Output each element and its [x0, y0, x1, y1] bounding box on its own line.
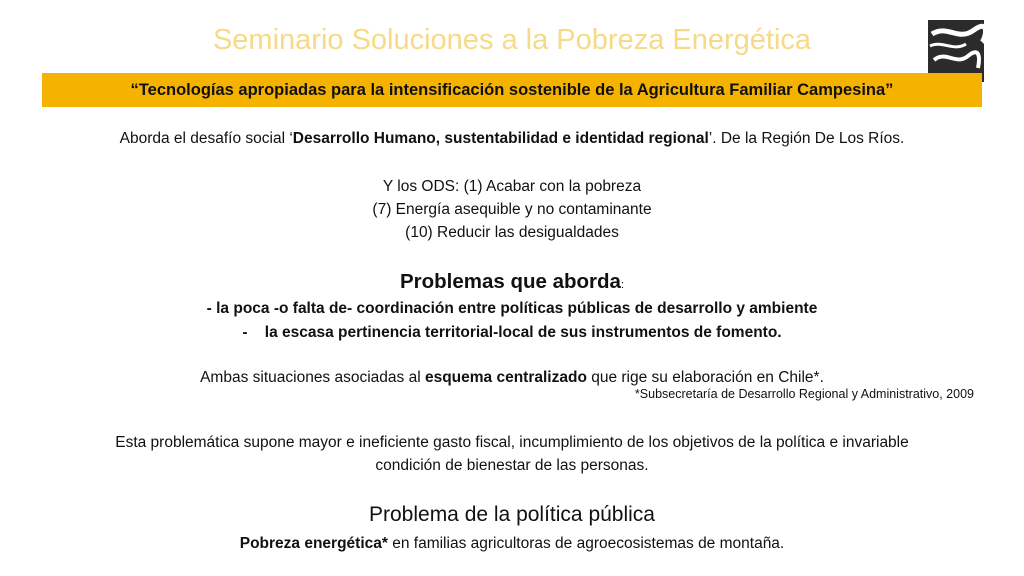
problems-heading-text: Problemas que aborda [399, 270, 621, 293]
ods-line-2: (7) Energía asequible y no contaminante [372, 201, 652, 218]
problem-item-2-text: - la escasa pertinencia territorial-local de sus instrumentos de fomento. [242, 324, 782, 341]
policy-heading: Problema de la política pública [368, 503, 655, 526]
problem-item-2 [0, 321, 1024, 344]
policy-bold: Pobreza energética* [239, 535, 388, 552]
centralized-lead: Ambas situaciones asociadas al [200, 369, 425, 386]
ods-line-3: (10) Reducir las desigualdades [405, 224, 619, 241]
problem-item-1 [0, 297, 1024, 320]
centralized-bold: esquema centralizado [424, 369, 587, 386]
challenge-paragraph [0, 127, 1024, 150]
consequence-line-2: condición de bienestar de las personas. [375, 457, 649, 474]
ods-line-1: Y los ODS: (1) Acabar con la pobreza [382, 178, 642, 195]
centralized-tail: que rige su elaboración en Chile*. [586, 369, 824, 386]
problem-item-1-text: - la poca -o falta de- coordinación entre políticas públicas de desarrollo y ambiente [206, 300, 818, 317]
problems-heading [0, 270, 1024, 297]
consequence-line-1: Esta problemática supone mayor e ineficiente gasto fiscal, incumplimiento de los objetivos de la política e invariable [115, 434, 909, 451]
project-banner: “Tecnologías apropiadas para la intensificación sostenible de la Agricultura Familiar Campesina” [42, 73, 982, 107]
policy-tail: en familias agricultoras de agroecosistemas de montaña. [387, 535, 785, 552]
footnote: *Subsecretaría de Desarrollo Regional y Administrativo, 2009 [634, 387, 974, 401]
problems-heading-colon: : [620, 279, 625, 291]
challenge-bold: Desarrollo Humano, sustentabilidad e identidad regional [292, 130, 709, 147]
challenge-lead: Aborda el desafío social ‘ [119, 130, 293, 147]
centralized-paragraph [0, 366, 1024, 389]
policy-paragraph [0, 532, 1024, 555]
slide-title: Seminario Soluciones a la Pobreza Energética [212, 24, 812, 56]
challenge-tail: ’. De la Región De Los Ríos. [708, 130, 905, 147]
